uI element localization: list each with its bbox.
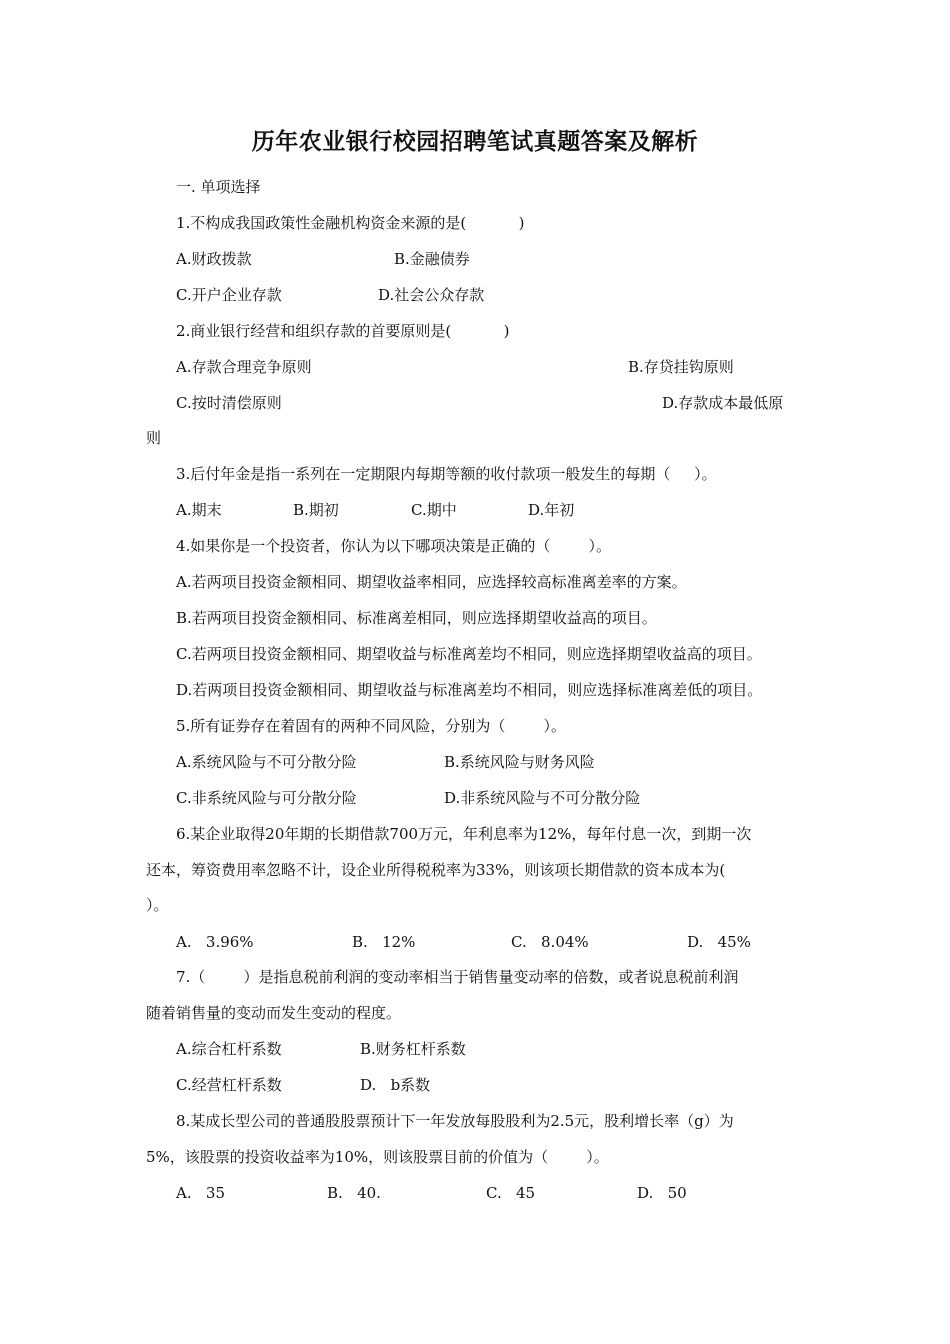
question-6-stem-line2: 还本，筹资费用率忽略不计，设企业所得税税率为33%，则该项长期借款的资本成本为( — [146, 861, 726, 879]
question-3-stem: 3.后付年金是指一系列在一定期限内每期等额的收付款项一般发生的每期（ ）。 — [176, 465, 717, 483]
question-4-option-b: B.若两项目投资金额相同、标准离差相同，则应选择期望收益高的项目。 — [176, 609, 657, 627]
question-7-stem-line1: 7.（ ）是指息税前利润的变动率相当于销售量变动率的倍数，或者说息税前利润 — [176, 968, 739, 986]
page-title: 历年农业银行校园招聘笔试真题答案及解析 — [251, 129, 699, 155]
question-5-option-a: A.系统风险与不可分散分险 — [176, 753, 357, 771]
question-7-option-a: A.综合杠杆系数 — [176, 1040, 282, 1058]
question-8-option-b: B. 40. — [327, 1184, 381, 1202]
question-6-option-d: D. 45% — [687, 933, 751, 951]
question-4-option-c: C.若两项目投资金额相同、期望收益与标准离差均不相同，则应选择期望收益高的项目。 — [176, 645, 762, 663]
question-8-option-d: D. 50 — [637, 1184, 687, 1202]
question-8-stem-line1: 8.某成长型公司的普通股股票预计下一年发放每股股利为2.5元，股利增长率（g）为 — [176, 1112, 734, 1130]
question-1-option-d: D.社会公众存款 — [378, 286, 485, 304]
question-3-option-d: D.年初 — [528, 501, 575, 519]
question-6-stem-line1: 6.某企业取得20年期的长期借款700万元，年利息率为12%，每年付息一次，到期一次 — [176, 825, 752, 843]
question-3-option-c: C.期中 — [411, 501, 457, 519]
question-2-option-b: B.存贷挂钩原则 — [628, 358, 734, 376]
question-7-option-c: C.经营杠杆系数 — [176, 1076, 282, 1094]
question-3-option-a: A.期末 — [176, 501, 222, 519]
question-1-option-c: C.开户企业存款 — [176, 286, 282, 304]
question-3-option-b: B.期初 — [293, 501, 339, 519]
question-5-option-b: B.系统风险与财务风险 — [444, 753, 595, 771]
question-8-option-c: C. 45 — [486, 1184, 536, 1202]
question-6-stem-line3: ）。 — [146, 896, 169, 914]
question-2-option-c: C.按时清偿原则 — [176, 394, 282, 412]
question-7-option-d: D. b系数 — [360, 1076, 431, 1094]
question-6-option-c: C. 8.04% — [511, 933, 589, 951]
question-2-option-d: D.存款成本最低原 — [662, 394, 784, 412]
question-1-stem: 1.不构成我国政策性金融机构资金来源的是( ) — [176, 214, 525, 232]
question-4-option-a: A.若两项目投资金额相同、期望收益率相同，应选择较高标准离差率的方案。 — [176, 573, 687, 591]
question-2-option-d-wrap: 则 — [146, 429, 162, 447]
question-7-option-b: B.财务杠杆系数 — [360, 1040, 466, 1058]
question-1-option-b: B.金融债券 — [394, 250, 470, 268]
question-6-option-a: A. 3.96% — [176, 933, 254, 951]
question-6-option-b: B. 12% — [352, 933, 416, 951]
question-8-stem-line2: 5%，该股票的投资收益率为10%，则该股票目前的价值为（ ）。 — [146, 1148, 609, 1166]
question-8-option-a: A. 35 — [176, 1184, 225, 1202]
question-5-stem: 5.所有证券存在着固有的两种不同风险，分别为（ ）。 — [176, 717, 566, 735]
question-1-option-a: A.财政拨款 — [176, 250, 252, 268]
question-7-stem-line2: 随着销售量的变动而发生变动的程度。 — [146, 1004, 402, 1022]
question-5-option-c: C.非系统风险与可分散分险 — [176, 789, 357, 807]
question-4-stem: 4.如果你是一个投资者，你认为以下哪项决策是正确的（ ）。 — [176, 537, 611, 555]
question-2-option-a: A.存款合理竞争原则 — [176, 358, 312, 376]
question-4-option-d: D.若两项目投资金额相同、期望收益与标准离差均不相同，则应选择标准离差低的项目。 — [176, 681, 763, 699]
section-heading: 一. 单项选择 — [176, 178, 261, 196]
question-5-option-d: D.非系统风险与不可分散分险 — [444, 789, 641, 807]
question-2-stem: 2.商业银行经营和组织存款的首要原则是( ) — [176, 322, 510, 340]
